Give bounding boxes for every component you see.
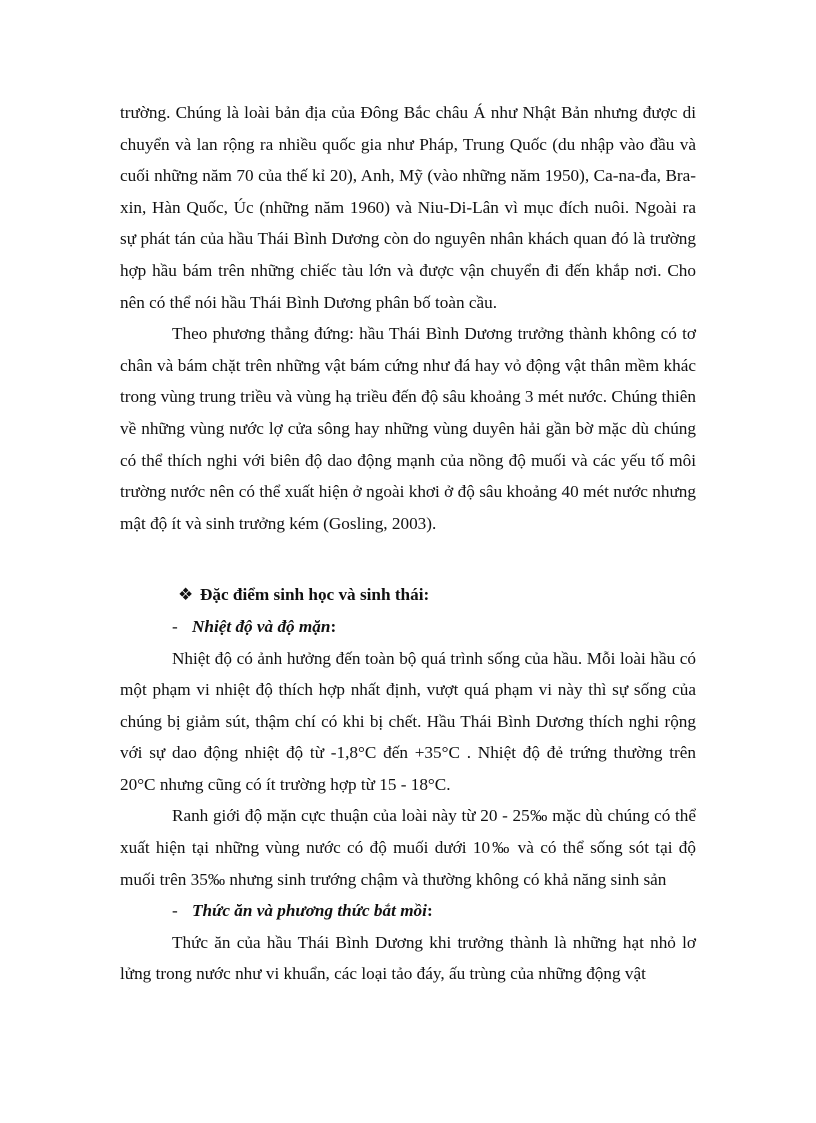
paragraph-salinity: Ranh giới độ mặn cực thuận của loài này từ 20 - 25‰ mặc dù chúng có thể xuất hiện tại những vùng nước có độ muối dưới 10‰ và có thể sống sót tại độ muối trên 35‰ nhưng sinh trướng chậm và thường không có khả năng sinh sản [120, 806, 696, 889]
subheading-text: Thức ăn và phương thức bắt mồi [192, 901, 427, 921]
subheading-colon: : [426, 901, 433, 921]
section-heading [120, 579, 696, 611]
document-page [120, 97, 696, 990]
paragraph-distribution: trường. Chúng là loài bản địa của Đông Bắc châu Á như Nhật Bản nhưng được di chuyển và lan rộng ra nhiều quốc gia như Pháp, Trung Quốc (du nhập vào đầu và cuối những năm 70 của thế kỉ 20), Anh, Mỹ (vào những năm 1950), Ca-na-đa, Bra-xin, Hàn Quốc, Úc (những năm 1960) và Niu-Di-Lân vì mục đích nuôi. Ngoài ra sự phát tán của hầu Thái Bình Dương còn do nguyên nhân khách quan đó là trường hợp hầu bám trên những chiếc tàu lớn và được vận chuyển đi đến khắp nơi. Cho nên có thể nói hầu Thái Bình Dương phân bố toàn cầu. [120, 103, 696, 312]
subheading-food-feeding [120, 895, 696, 927]
spacer [120, 539, 696, 579]
paragraph-vertical-distribution: Theo phương thẳng đứng: hầu Thái Bình Dương trưởng thành không có tơ chân và bám chặt trên những vật bám cứng như đá hay vỏ động vật thân mềm khác trong vùng trung triều và vùng hạ triều đến độ sâu khoảng 3 mét nước. Chúng thiên về những vùng nước lợ cửa sông hay những vùng duyên hải gần bờ mặc dù chúng có thể thích nghi với biên độ dao động mạnh của nồng độ muối và các yếu tố môi trường nước nên có thể xuất hiện ở ngoài khơi ở độ sâu khoảng 40 mét nước nhưng mật độ ít và sinh trưởng kém (Gosling, 2003). [120, 324, 696, 533]
subheading-text: Nhiệt độ và độ mặn [192, 616, 331, 636]
paragraph-temperature: Nhiệt độ có ảnh hưởng đến toàn bộ quá trình sống của hầu. Mỗi loài hầu có một phạm vi nhiệt độ thích hợp nhất định, vượt quá phạm vi này thì sự sống của chúng bị giảm sút, thậm chí có khi bị chết. Hầu Thái Bình Dương thích nghi rộng với sự dao động nhiệt độ từ -1,8°C đến +35°C . Nhiệt độ đẻ trứng thường trên 20°C nhưng cũng có ít trường hợp từ 15 - 18°C. [120, 648, 696, 794]
dash-bullet: - [172, 616, 178, 636]
section-heading-text: Đặc điểm sinh học và sinh thái: [200, 585, 430, 605]
subheading-colon: : [330, 616, 337, 636]
subheading-temperature-salinity [120, 611, 696, 643]
paragraph-food: Thức ăn của hầu Thái Bình Dương khi trưởng thành là những hạt nhỏ lơ lửng trong nước như vi khuẩn, các loại tảo đáy, ấu trùng của những động vật [120, 932, 696, 984]
diamond-bullet-icon: ❖ [178, 585, 194, 605]
dash-bullet: - [172, 901, 178, 921]
